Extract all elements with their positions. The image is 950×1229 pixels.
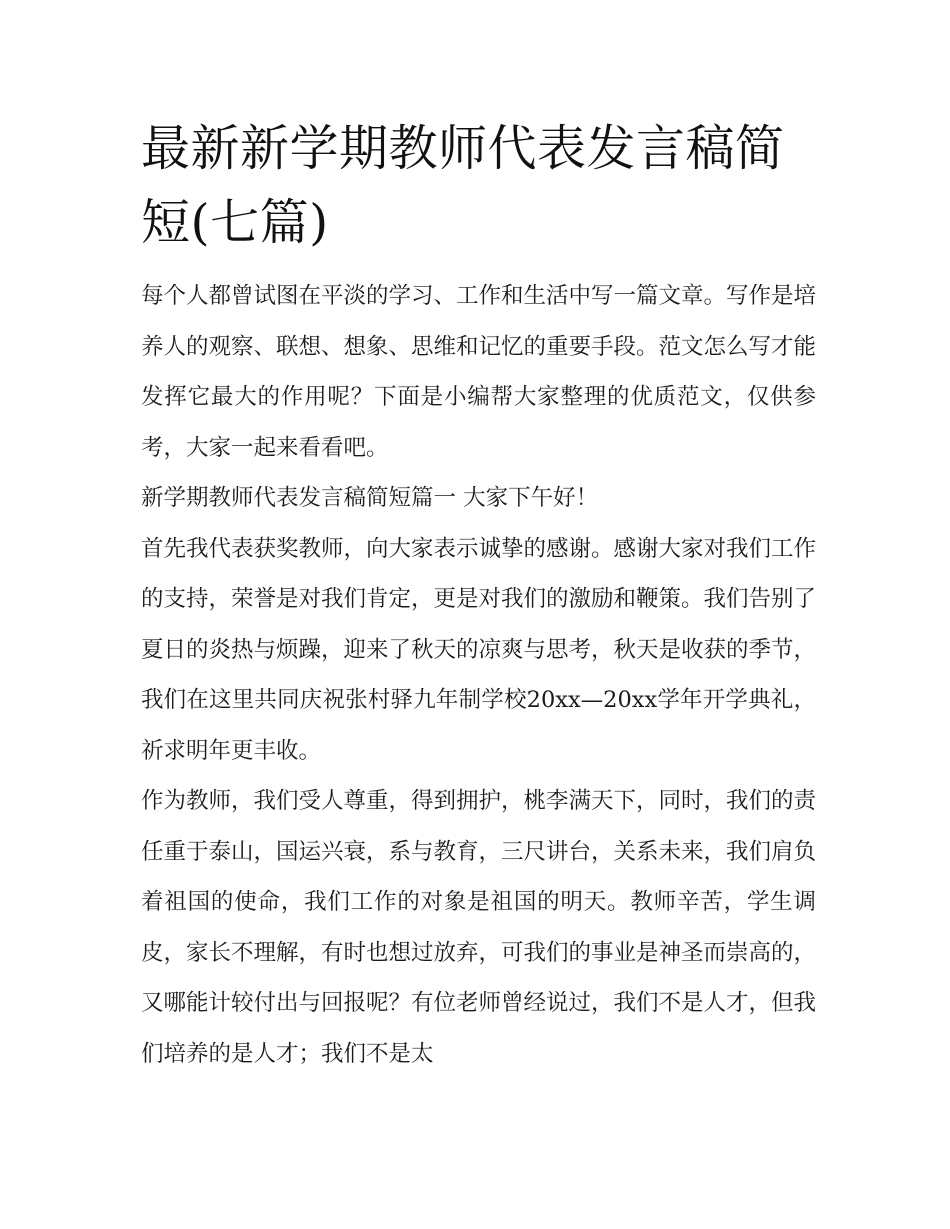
document-page	[141, 112, 816, 1079]
document-body	[141, 271, 816, 1079]
paragraph-thanks: 首先我代表获奖教师，向大家表示诚挚的感谢。感谢大家对我们工作的支持，荣誉是对我们肯定，更是对我们的激励和鞭策。我们告别了夏日的炎热与烦躁，迎来了秋天的凉爽与思考，秋天是收获的季节，我们在这里共同庆祝张村驿九年制学校20xx—20xx学年开学典礼，祈求明年更丰收。	[141, 535, 817, 764]
paragraph-intro: 每个人都曾试图在平淡的学习、工作和生活中写一篇文章。写作是培养人的观察、联想、想象、思维和记忆的重要手段。范文怎么写才能发挥它最大的作用呢？下面是小编帮大家整理的优质范文，仅供参考，大家一起来看看吧。	[141, 283, 817, 461]
document-title: 最新新学期教师代表发言稿简短(七篇)	[141, 120, 785, 251]
paragraph-section-heading: 新学期教师代表发言稿简短篇一 大家下午好！	[141, 485, 599, 511]
paragraph-teacher-duty: 作为教师，我们受人尊重，得到拥护，桃李满天下，同时，我们的责任重于泰山，国运兴衰，系与教育，三尺讲台，关系未来，我们肩负着祖国的使命，我们工作的对象是祖国的明天。教师辛苦，学生调皮，家长不理解，有时也想过放弃，可我们的事业是神圣而崇高的，又哪能计较付出与回报呢？有位老师曾经说过，我们不是人才，但我们培养的是人才；我们不是太	[141, 788, 817, 1067]
